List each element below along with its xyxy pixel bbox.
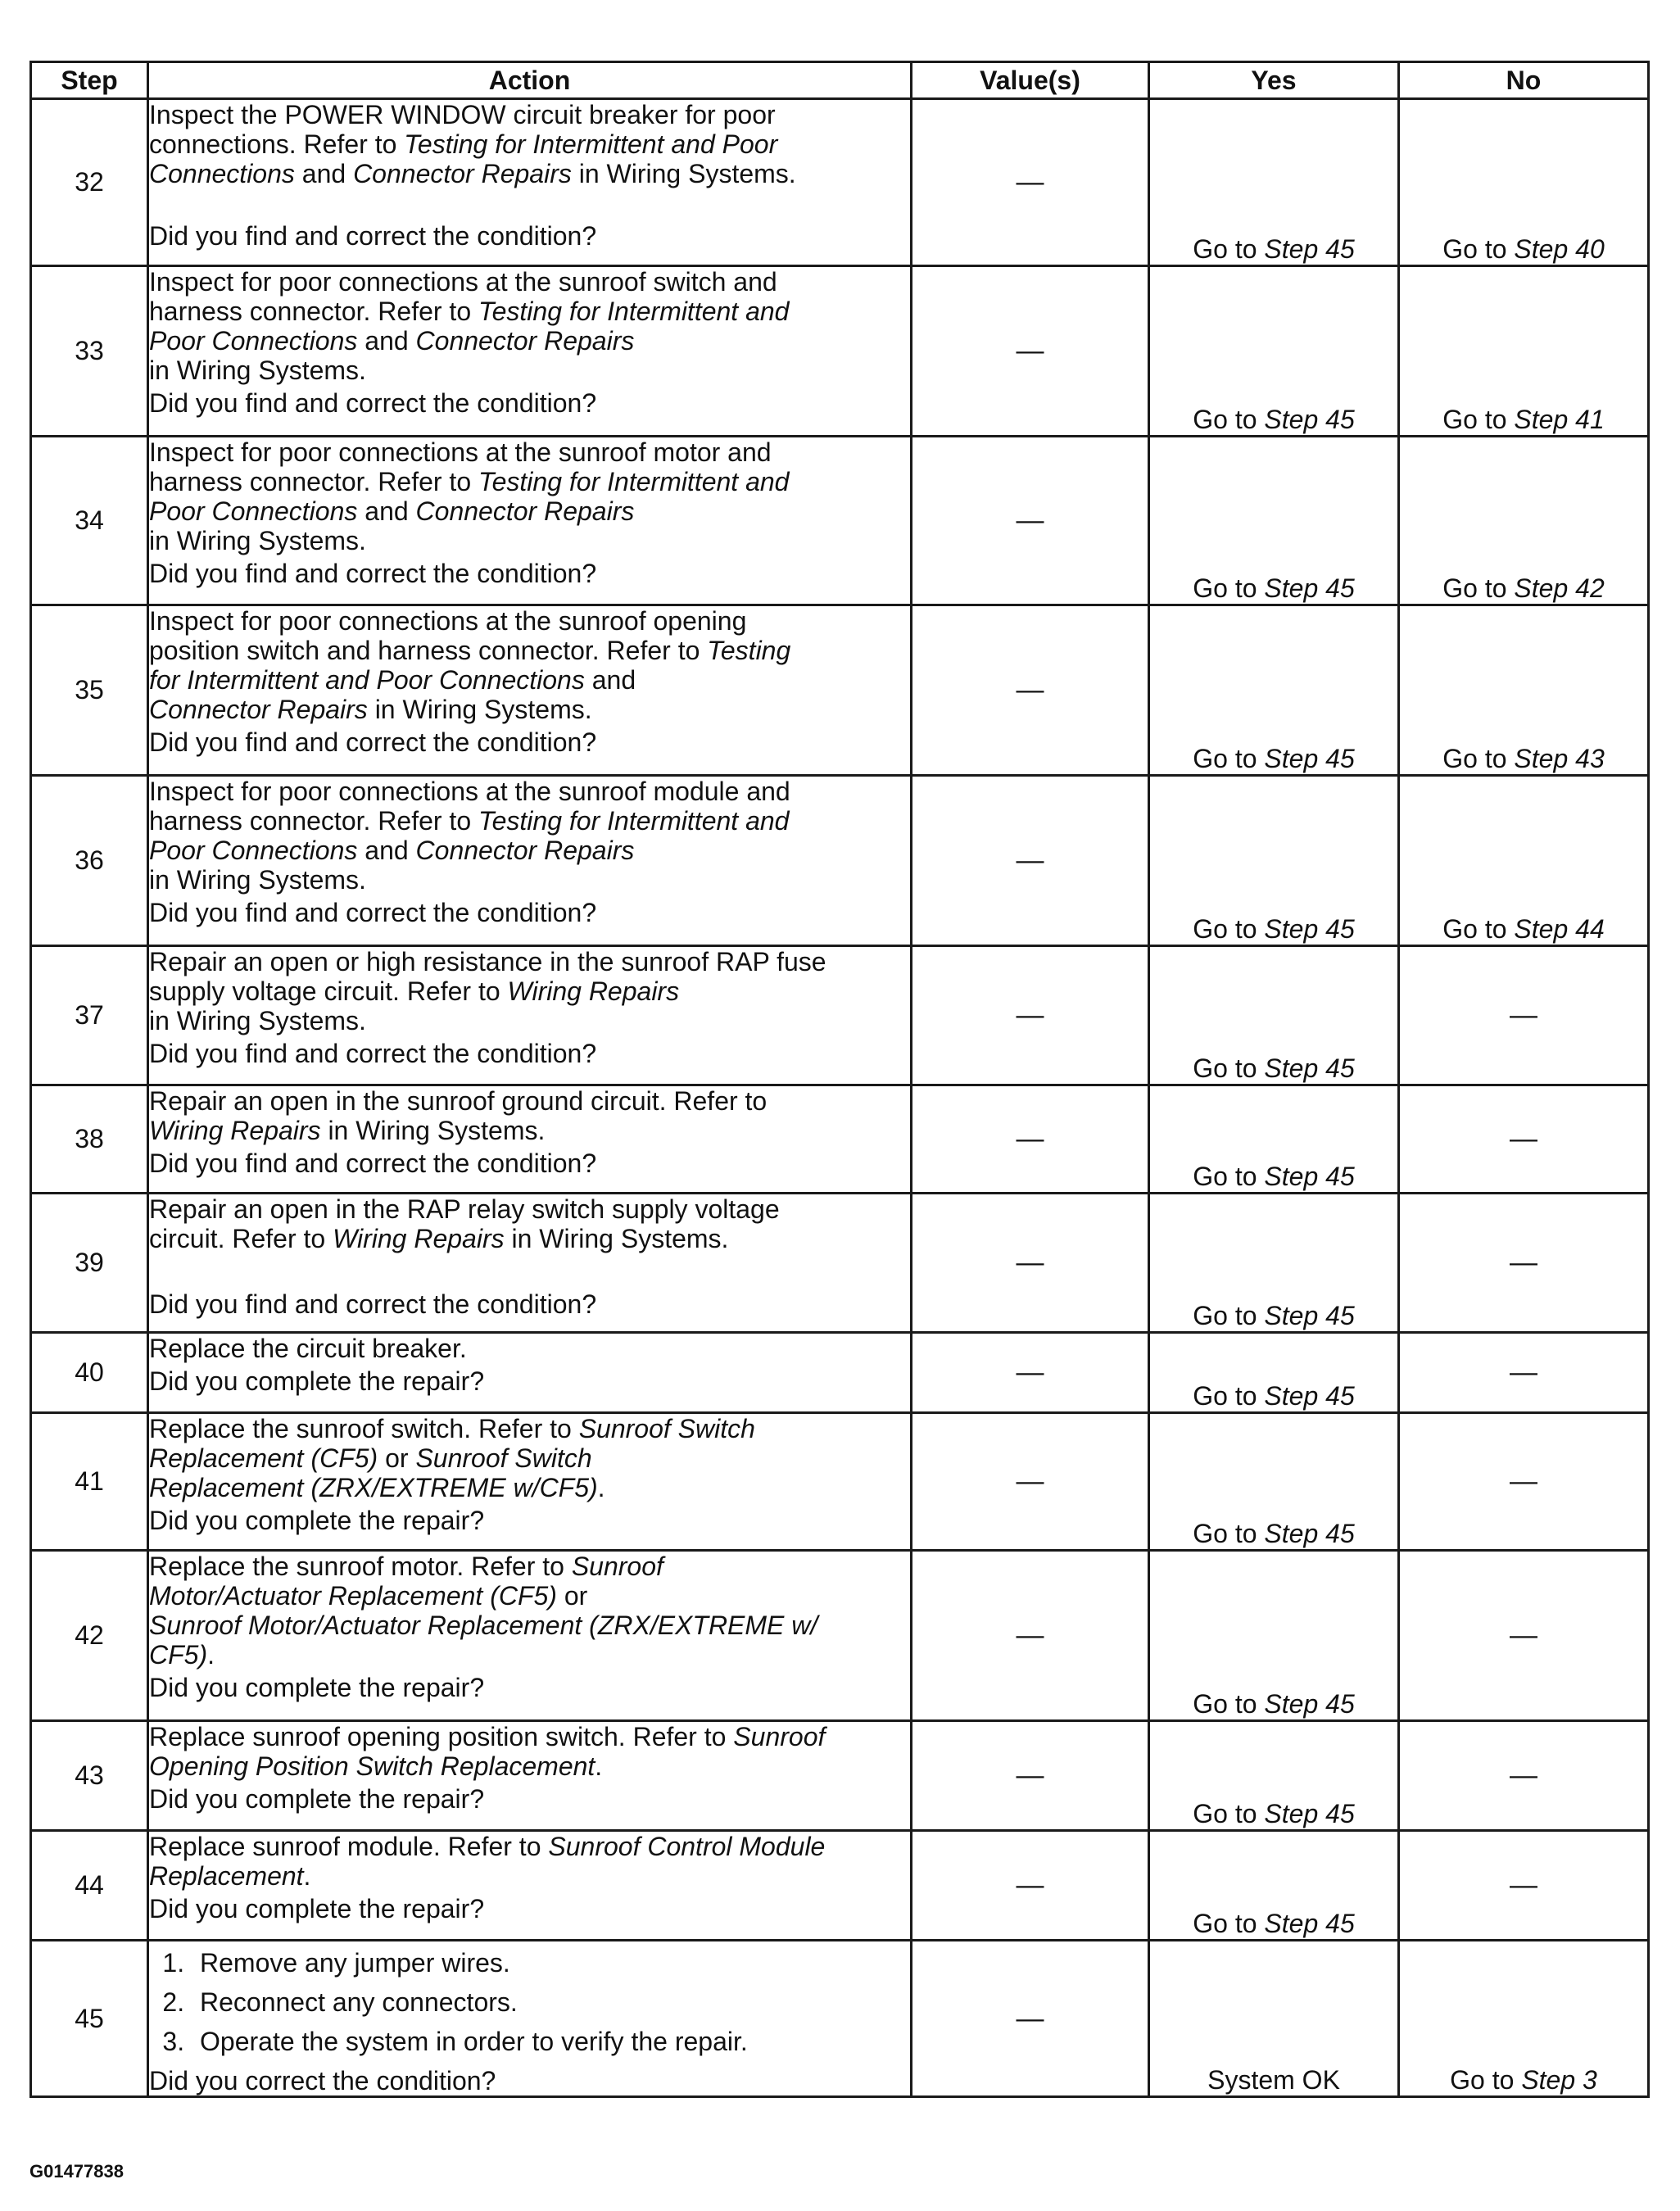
step-number: 44 <box>31 1831 148 1941</box>
yes-cell: Go to Step 45 <box>1149 1333 1399 1413</box>
value-cell: — <box>912 1085 1149 1194</box>
step-number: 33 <box>31 266 148 437</box>
action-question: Did you find and correct the condition? <box>149 388 597 418</box>
step-number: 32 <box>31 99 148 266</box>
action-text: Inspect for poor connections at the sunroof opening position switch and harness connector. Refer to Testing for Intermittent and Poor Connections and Connector Repairs in Wiring Systems. <box>149 606 791 724</box>
no-cell: Go to Step 41 <box>1399 266 1649 437</box>
action-text: Replace sunroof module. Refer to Sunroof Control Module Replacement. <box>149 1832 826 1891</box>
yes-cell: Go to Step 45 <box>1149 1831 1399 1941</box>
yes-cell: Go to Step 45 <box>1149 776 1399 946</box>
header-step: Step <box>31 62 148 99</box>
action-cell <box>148 266 912 437</box>
action-question: Did you find and correct the condition? <box>149 1289 597 1319</box>
action-question: Did you find and correct the condition? <box>149 1149 597 1178</box>
action-question: Did you find and correct the condition? <box>149 559 597 588</box>
action-cell <box>148 99 912 266</box>
step-number: 45 <box>31 1941 148 2097</box>
table-row <box>31 1085 1649 1194</box>
no-cell: — <box>1399 1085 1649 1194</box>
no-cell: — <box>1399 1333 1649 1413</box>
action-cell <box>148 776 912 946</box>
table-row <box>31 437 1649 605</box>
value-cell: — <box>912 266 1149 437</box>
action-cell <box>148 437 912 605</box>
value-cell: — <box>912 1551 1149 1721</box>
step-number: 43 <box>31 1721 148 1831</box>
yes-cell: Go to Step 45 <box>1149 1413 1399 1551</box>
table-row <box>31 1333 1649 1413</box>
value-cell: — <box>912 437 1149 605</box>
action-question: Did you find and correct the condition? <box>149 221 597 251</box>
yes-cell: Go to Step 45 <box>1149 1551 1399 1721</box>
action-text: Inspect the POWER WINDOW circuit breaker for poor connections. Refer to Testing for Intermittent and Poor Connections and Connector Repairs in Wiring Systems. <box>149 100 796 188</box>
action-question: Did you find and correct the condition? <box>149 1039 597 1068</box>
action-cell <box>148 1194 912 1333</box>
action-text: Inspect for poor connections at the sunroof switch and harness connector. Refer to Testing for Intermittent and Poor Connections and Connector Repairs in Wiring Systems. <box>149 267 790 385</box>
action-cell <box>148 1413 912 1551</box>
action-text: Repair an open in the RAP relay switch supply voltage circuit. Refer to Wiring Repairs in Wiring Systems. <box>149 1194 780 1253</box>
value-cell: — <box>912 1413 1149 1551</box>
no-cell: — <box>1399 1413 1649 1551</box>
value-cell: — <box>912 946 1149 1085</box>
no-cell: — <box>1399 946 1649 1085</box>
no-cell: Go to Step 42 <box>1399 437 1649 605</box>
no-cell: — <box>1399 1831 1649 1941</box>
action-step-item: 2. Reconnect any connectors. <box>192 1987 910 2017</box>
step-number: 34 <box>31 437 148 605</box>
yes-cell: System OK <box>1149 1941 1399 2097</box>
action-text: Replace the circuit breaker. <box>149 1334 467 1363</box>
action-question: Did you complete the repair? <box>149 1366 485 1396</box>
diagnostic-table <box>29 61 1650 2098</box>
action-question: Did you find and correct the condition? <box>149 727 597 757</box>
action-cell <box>148 1085 912 1194</box>
action-text: Repair an open in the sunroof ground circuit. Refer to Wiring Repairs in Wiring Systems. <box>149 1086 768 1145</box>
action-text: Replace sunroof opening position switch. Refer to Sunroof Opening Position Switch Replacement. <box>149 1722 826 1781</box>
table-row <box>31 946 1649 1085</box>
action-question: Did you complete the repair? <box>149 1673 485 1702</box>
table-row <box>31 1831 1649 1941</box>
figure-id: G01477838 <box>29 2161 124 2182</box>
no-cell: — <box>1399 1551 1649 1721</box>
no-cell: — <box>1399 1194 1649 1333</box>
value-cell: — <box>912 1721 1149 1831</box>
step-number: 37 <box>31 946 148 1085</box>
yes-cell: Go to Step 45 <box>1149 605 1399 776</box>
yes-cell: Go to Step 45 <box>1149 1721 1399 1831</box>
action-text: Replace the sunroof motor. Refer to Sunroof Motor/Actuator Replacement (CF5) or Sunroof Motor/Actuator Replacement (ZRX/EXTREME w/ CF5). <box>149 1552 818 1670</box>
no-cell: Go to Step 40 <box>1399 99 1649 266</box>
action-text: Inspect for poor connections at the sunroof module and harness connector. Refer to Testing for Intermittent and Poor Connections and Connector Repairs in Wiring Systems. <box>149 777 790 895</box>
table-body <box>31 99 1649 2097</box>
step-number: 41 <box>31 1413 148 1551</box>
table-row <box>31 1941 1649 2097</box>
step-number: 42 <box>31 1551 148 1721</box>
no-cell: — <box>1399 1721 1649 1831</box>
action-question: Did you complete the repair? <box>149 1506 485 1535</box>
action-step-item: 1. Remove any jumper wires. <box>192 1948 910 1978</box>
action-text: Repair an open or high resistance in the sunroof RAP fuse supply voltage circuit. Refer to Wiring Repairs in Wiring Systems. <box>149 947 826 1035</box>
value-cell: — <box>912 1941 1149 2097</box>
table-row <box>31 266 1649 437</box>
action-cell <box>148 605 912 776</box>
yes-cell: Go to Step 45 <box>1149 946 1399 1085</box>
step-number: 36 <box>31 776 148 946</box>
no-cell: Go to Step 43 <box>1399 605 1649 776</box>
no-cell: Go to Step 44 <box>1399 776 1649 946</box>
value-cell: — <box>912 1831 1149 1941</box>
action-step-item: 3. Operate the system in order to verify the repair. <box>192 2027 910 2056</box>
yes-cell: Go to Step 45 <box>1149 266 1399 437</box>
header-row <box>31 62 1649 99</box>
step-number: 35 <box>31 605 148 776</box>
action-cell <box>148 1831 912 1941</box>
step-number: 39 <box>31 1194 148 1333</box>
action-question: Did you find and correct the condition? <box>149 898 597 927</box>
table-row <box>31 1413 1649 1551</box>
step-number: 38 <box>31 1085 148 1194</box>
header-no: No <box>1399 62 1649 99</box>
value-cell: — <box>912 99 1149 266</box>
step-number: 40 <box>31 1333 148 1413</box>
yes-cell: Go to Step 45 <box>1149 1194 1399 1333</box>
value-cell: — <box>912 1333 1149 1413</box>
value-cell: — <box>912 776 1149 946</box>
yes-cell: Go to Step 45 <box>1149 437 1399 605</box>
action-cell <box>148 946 912 1085</box>
table-row <box>31 1721 1649 1831</box>
no-cell: Go to Step 3 <box>1399 1941 1649 2097</box>
table-row <box>31 776 1649 946</box>
yes-cell: Go to Step 45 <box>1149 1085 1399 1194</box>
yes-cell: Go to Step 45 <box>1149 99 1399 266</box>
action-cell <box>148 1551 912 1721</box>
action-question: Did you complete the repair? <box>149 1784 485 1814</box>
value-cell: — <box>912 605 1149 776</box>
diagnostic-table-sheet <box>29 61 1647 2098</box>
action-cell <box>148 1333 912 1413</box>
table-row <box>31 605 1649 776</box>
action-cell <box>148 1721 912 1831</box>
action-question: Did you correct the condition? <box>149 2066 496 2095</box>
value-cell: — <box>912 1194 1149 1333</box>
header-values: Value(s) <box>912 62 1149 99</box>
action-cell <box>148 1941 912 2097</box>
header-action: Action <box>148 62 912 99</box>
action-steps-list <box>149 1948 910 2056</box>
action-text: Replace the sunroof switch. Refer to Sunroof Switch Replacement (CF5) or Sunroof Switch Replacement (ZRX/EXTREME w/CF5). <box>149 1414 755 1502</box>
table-row <box>31 1194 1649 1333</box>
table-row <box>31 1551 1649 1721</box>
header-yes: Yes <box>1149 62 1399 99</box>
action-question: Did you complete the repair? <box>149 1894 485 1923</box>
table-row <box>31 99 1649 266</box>
action-text: Inspect for poor connections at the sunroof motor and harness connector. Refer to Testing for Intermittent and Poor Connections and Connector Repairs in Wiring Systems. <box>149 437 790 555</box>
